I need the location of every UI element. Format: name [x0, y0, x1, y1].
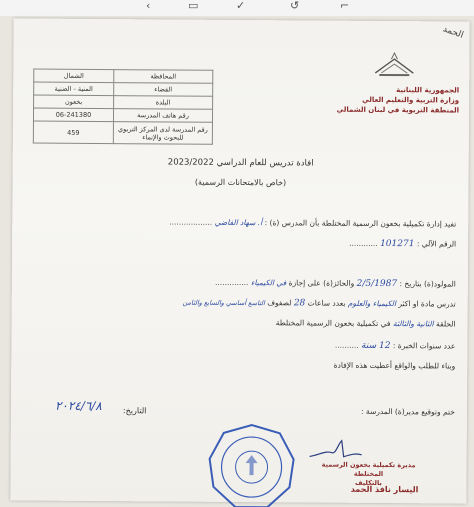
birth-line: المولود(ة) بتاريخ : 2/5/1987 والحائز(ة) على إجازة في الكيمياء .............. — [215, 277, 456, 290]
table-cell-value: 06-241380 — [33, 108, 113, 122]
document-title: افادة تدريس للعام الدراسي 2023/2022 — [167, 157, 314, 169]
subject-line — [183, 298, 456, 310]
table-cell-label: البلدة — [114, 96, 213, 110]
degree: في الكيمياء — [250, 278, 287, 288]
trash-icon[interactable]: ▭ — [188, 0, 199, 12]
teacher-name: أ. سهاد الفاضي — [214, 217, 263, 228]
letterhead-line: الجمهورية اللبنانية — [396, 86, 460, 95]
crop-icon[interactable]: ⌐ — [340, 0, 350, 12]
ministry-logo — [371, 51, 417, 81]
image-viewer-toolbar — [0, 0, 474, 16]
cycle: الثانية والثالثة — [392, 319, 434, 329]
date-label: التاريخ: — [122, 406, 147, 416]
table-row — [34, 95, 213, 109]
table-cell-value: 459 — [33, 121, 113, 144]
letterhead-line: المنطقة التربوية في لبنان الشمالي — [336, 105, 460, 115]
teacher-line: تفيد إدارة تكميلية بخعون الرسمية المختلطة بأن المدرس (ة) : أ. سهاد الفاضي .................. — [169, 217, 457, 229]
field-label: لصفوف — [267, 298, 292, 308]
hours: 28 — [293, 298, 306, 309]
subject: الكيمياء والعلوم — [347, 298, 397, 309]
field-label: الرقم الآلي : — [416, 239, 457, 249]
id-line: الرقم الآلي : 101271 ............ — [349, 238, 457, 250]
field-label: تدرس مادة او اكثر — [398, 299, 456, 309]
birth-date: 2/5/1987 — [356, 278, 398, 290]
principal-name: اليسار نافذ الحمد — [350, 484, 419, 495]
field-label: والحائز(ة) على إجازة — [288, 278, 355, 288]
field-label: بعدد ساعات — [307, 298, 346, 308]
field-label: تفيد إدارة تكميلية بخعون الرسمية المختلطة بأن المدرس (ة) : — [264, 218, 457, 229]
table-cell-label: رقم هاتف المدرسة — [113, 109, 212, 123]
chevron-left-icon[interactable]: ‹ — [146, 0, 151, 12]
check-icon[interactable]: ✓ — [236, 0, 246, 12]
teacher-id: 101271 — [380, 238, 415, 250]
table-cell-value: المنية - الضنية — [34, 82, 114, 96]
school-stamp — [205, 423, 298, 507]
corner-handwriting: الحمد — [441, 24, 465, 41]
experience-years: 12 سنة — [361, 340, 391, 352]
experience-line: عدد سنوات الخبرة : 12 سنة .......... — [334, 340, 456, 352]
table-cell-label: المحافظة — [114, 70, 213, 84]
field-label: المولود(ة) بتاريخ : — [399, 279, 456, 289]
table-cell-label: القضاء — [114, 83, 213, 97]
table-row — [34, 69, 213, 83]
table-cell-label: رقم المدرسة لدى المركز التربوي للبحوث والإنماء — [113, 122, 212, 145]
field-label: عدد سنوات الخبرة : — [392, 341, 456, 351]
document-page — [10, 18, 469, 503]
table-row — [33, 121, 212, 144]
field-label: في تكميلية بخعون الرسمية المختلطة — [275, 318, 391, 329]
signature-line: بالتكليف — [355, 478, 382, 487]
signature-label: ختم وتوقيع مدير(ة) المدرسة : — [361, 406, 455, 417]
date-value: ٢٠٢٤/٦/٨ — [54, 398, 102, 414]
letterhead-line: وزارة التربية والتعليم العالي — [362, 95, 460, 105]
document-subtitle: (خاص بالامتحانات الرسمية) — [194, 177, 287, 188]
letterhead — [309, 84, 459, 115]
table-row — [33, 108, 212, 122]
classes: التاسع أساسي والسابع والثامن — [182, 298, 265, 308]
school-info-table — [33, 69, 214, 145]
signature-line: مديرة تكميلية بخعون الرسمية المختلطة — [321, 460, 416, 479]
table-cell-value: الشمال — [34, 69, 114, 83]
closing-line: وبناء للطلب والواقع أعطيت هذه الإفادة — [333, 360, 456, 371]
rotate-icon[interactable]: ↺ — [290, 0, 300, 12]
cycle-line — [276, 318, 456, 328]
table-cell-value: بخعون — [34, 95, 114, 109]
field-label: الحلقة — [436, 319, 456, 329]
table-row — [34, 82, 213, 96]
